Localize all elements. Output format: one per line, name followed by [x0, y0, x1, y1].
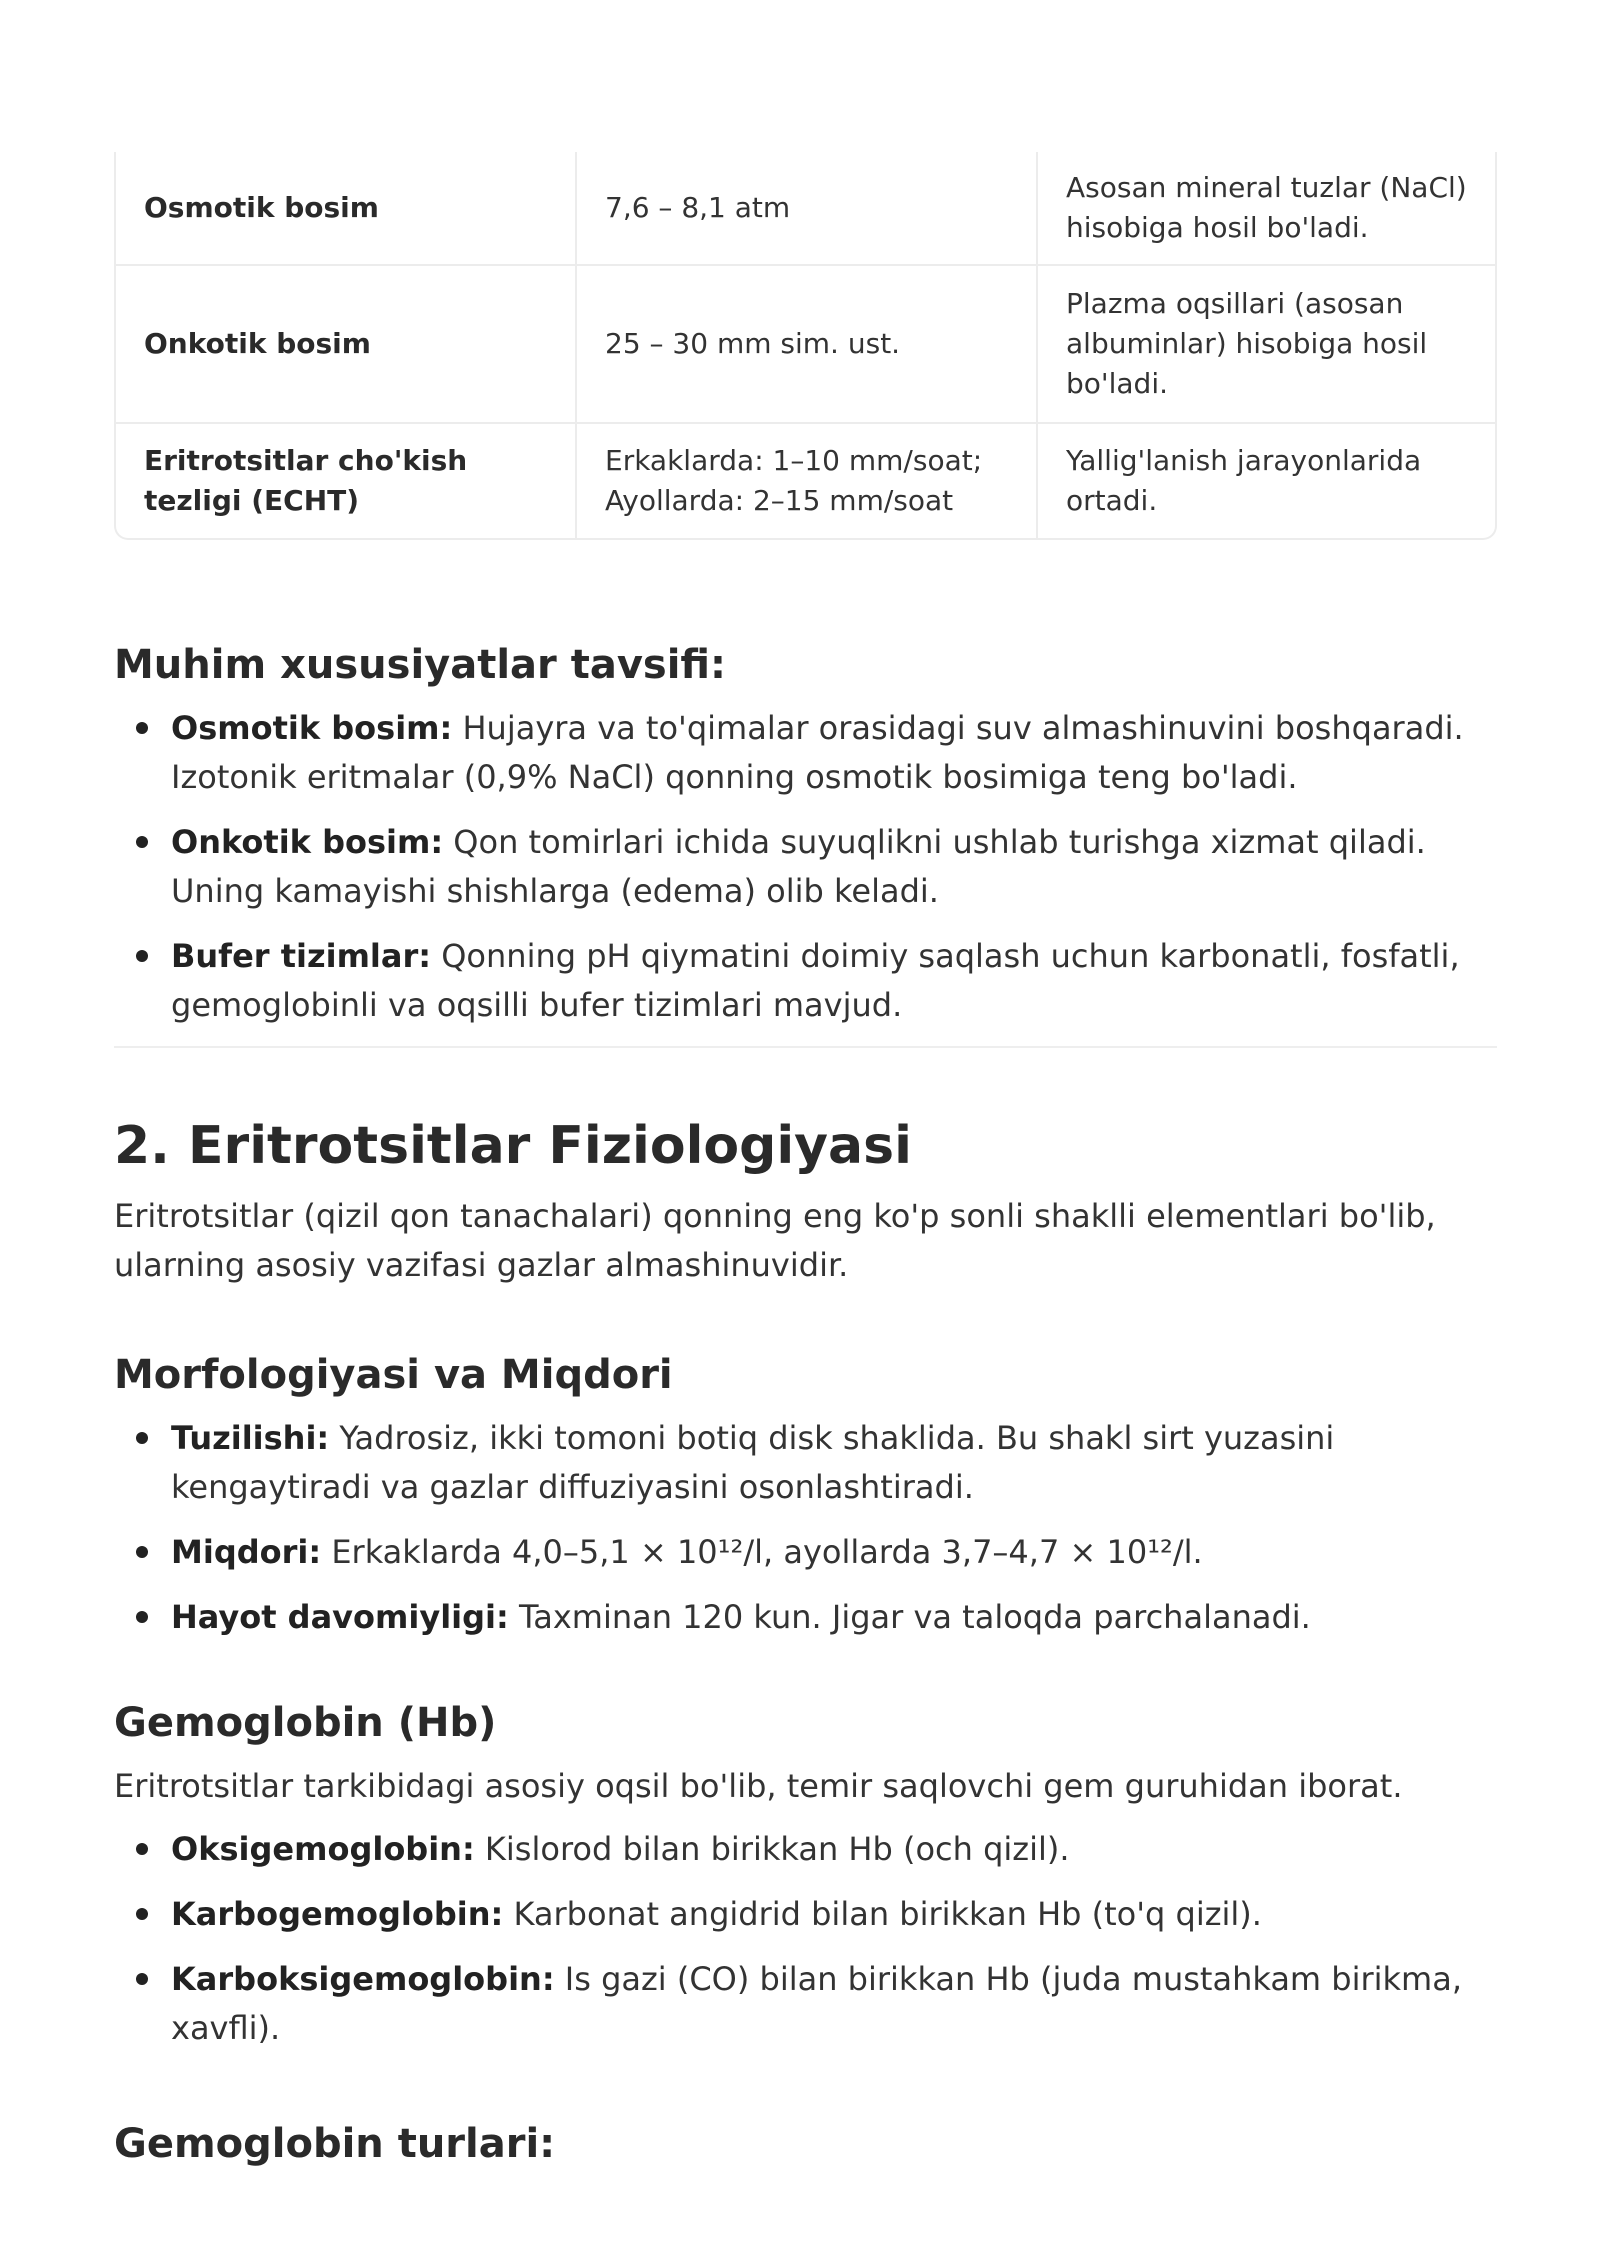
list-item	[114, 1825, 1497, 1874]
list-item	[114, 1955, 1497, 2053]
table-cell-name: Onkotik bosim	[116, 266, 577, 424]
section-heading: Muhim xususiyatlar tavsifi:	[114, 642, 727, 688]
intro-paragraph: Eritrotsitlar (qizil qon tanachalari) qonning eng ko'p sonli shaklli elementlari bo'lib, ularning asosiy vazifasi gazlar almashinuvidir.	[114, 1197, 1436, 1284]
blood-properties-table	[114, 152, 1497, 540]
bullet-icon	[136, 1973, 148, 1985]
list-term: Miqdori:	[171, 1533, 322, 1571]
intro-paragraph: Eritrotsitlar tarkibidagi asosiy oqsil bo'lib, temir saqlovchi gem guruhidan iborat.	[114, 1767, 1403, 1805]
list-item	[114, 1414, 1497, 1512]
subsection-heading: Gemoglobin (Hb)	[114, 1700, 497, 1746]
bullet-icon	[136, 836, 148, 848]
list-item	[114, 1593, 1497, 1642]
value-line: Ayollarda: 2–15 mm/soat	[605, 484, 954, 517]
list-text: Is gazi (CO) bilan birikkan Hb (juda mustahkam birikma, xavfli).	[171, 1960, 1462, 2047]
table-cell-value	[577, 424, 1038, 538]
list-term: Hayot davomiyligi:	[171, 1598, 509, 1636]
table-cell-value: 25 – 30 mm sim. ust.	[577, 266, 1038, 424]
list-text: Qon tomirlari ichida suyuqlikni ushlab turishga xizmat qiladi. Uning kamayishi shishlarga (edema) olib keladi.	[171, 823, 1426, 910]
bullet-list	[114, 704, 1497, 1030]
list-item	[114, 818, 1497, 916]
list-term: Tuzilishi:	[171, 1419, 330, 1457]
subsection-heading: Gemoglobin turlari:	[114, 2121, 556, 2167]
list-text: Qonning pH qiymatini doimiy saqlash uchun karbonatli, fosfatli, gemoglobinli va oqsilli bufer tizimlari mavjud.	[171, 937, 1460, 1024]
bullet-icon	[136, 1611, 148, 1623]
bullet-icon	[136, 950, 148, 962]
section-title: 2. Eritrotsitlar Fiziologiyasi	[114, 1116, 912, 1176]
table-row	[116, 266, 1495, 424]
bullet-icon	[136, 1843, 148, 1855]
table-row	[116, 152, 1495, 266]
section-divider	[114, 1046, 1497, 1048]
list-item	[114, 704, 1497, 802]
list-term: Osmotik bosim:	[171, 709, 453, 747]
table-cell-note: Yallig'lanish jarayonlarida ortadi.	[1066, 444, 1422, 517]
list-item	[114, 1890, 1497, 1939]
list-term: Karbogemoglobin:	[171, 1895, 504, 1933]
bullet-icon	[136, 1432, 148, 1444]
table-cell-name: Eritrotsitlar cho'kish tezligi (ECHT)	[116, 424, 577, 538]
table-cell-name: Osmotik bosim	[116, 152, 577, 266]
list-text: Karbonat angidrid bilan birikkan Hb (to'q qizil).	[503, 1895, 1262, 1933]
document-content	[114, 152, 1497, 2169]
list-term: Karboksigemoglobin:	[171, 1960, 555, 1998]
value-line: Erkaklarda: 1–10 mm/soat;	[605, 444, 983, 477]
subsection-heading: Morfologiyasi va Miqdori	[114, 1352, 673, 1398]
list-text: Yadrosiz, ikki tomoni botiq disk shaklida. Bu shakl sirt yuzasini kengaytiradi va gazlar diffuziyasini osonlashtiradi.	[171, 1419, 1335, 1506]
table-cell-note: Asosan mineral tuzlar (NaCl) hisobiga hosil bo'ladi.	[1038, 152, 1495, 266]
list-term: Onkotik bosim:	[171, 823, 444, 861]
list-text: Hujayra va to'qimalar orasidagi suv almashinuvini boshqaradi. Izotonik eritmalar (0,9% NaCl) qonning osmotik bosimiga teng bo'ladi.	[171, 709, 1464, 796]
bullet-list	[114, 1825, 1497, 2053]
list-text: Taxminan 120 kun. Jigar va taloqda parchalanadi.	[508, 1598, 1311, 1636]
bullet-icon	[136, 1546, 148, 1558]
list-text: Erkaklarda 4,0–5,1 × 10¹²/l, ayollarda 3,7–4,7 × 10¹²/l.	[321, 1533, 1203, 1571]
bullet-icon	[136, 1908, 148, 1920]
list-item	[114, 932, 1497, 1030]
list-term: Oksigemoglobin:	[171, 1830, 475, 1868]
table-cell-note: Plazma oqsillari (asosan albuminlar) hisobiga hosil bo'ladi.	[1038, 266, 1495, 424]
list-text: Kislorod bilan birikkan Hb (och qizil).	[474, 1830, 1070, 1868]
list-item	[114, 1528, 1497, 1577]
table-row	[116, 424, 1495, 538]
table-cell-value: 7,6 – 8,1 atm	[577, 152, 1038, 266]
list-term: Bufer tizimlar:	[171, 937, 432, 975]
bullet-icon	[136, 722, 148, 734]
bullet-list	[114, 1414, 1497, 1642]
